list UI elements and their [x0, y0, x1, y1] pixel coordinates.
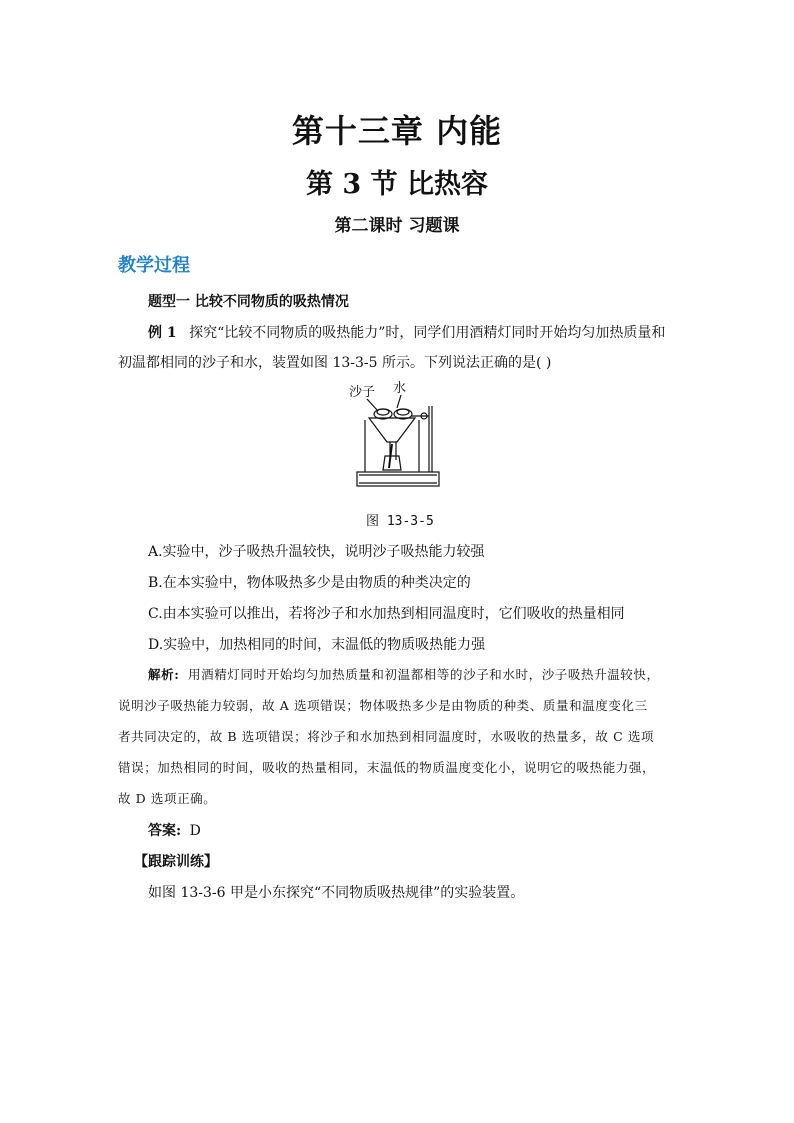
chapter-title: 第十三章 内能 — [291, 112, 503, 150]
example-text-1: 探究“比较不同物质的吸热能力”时，同学们用酒精灯同时开始均匀加热质量和 — [189, 325, 666, 341]
option-d: D.实验中，加热相同的时间，末温低的物质吸热能力强 — [148, 637, 486, 653]
lesson-subtitle: 第二课时 习题课 — [334, 216, 460, 236]
figure-caption: 图 13-3-5 — [366, 514, 434, 529]
option-a: A.实验中，沙子吸热升温较快，说明沙子吸热能力较强 — [148, 544, 485, 560]
answer-value: D — [189, 823, 201, 839]
answer-line — [148, 820, 201, 840]
apparatus-drawing — [357, 395, 439, 486]
example-label: 例 1 — [148, 325, 177, 341]
option-c: C.由本实验可以推出，若将沙子和水加热到相同温度时，它们吸收的热量相同 — [148, 606, 625, 622]
example-line-1 — [148, 322, 665, 342]
section-title: 第 3 节 比热容 — [306, 169, 488, 200]
analysis-line-2: 说明沙子吸热能力较弱，故 A 选项错误；物体吸热多少是由物质的种类、质量和温度变化三 — [118, 698, 648, 713]
answer-label: 答案: — [148, 823, 182, 839]
question-type-heading: 题型一 比较不同物质的吸热情况 — [148, 294, 349, 310]
analysis-line-4: 错误；加热相同的时间，吸收的热量相同，末温低的物质温度变化小，说明它的吸热能力强， — [118, 760, 656, 775]
example-line-2: 初温都相同的沙子和水，装置如图 13-3-5 所示。下列说法正确的是( ) — [118, 355, 552, 371]
follow-training-heading: 【跟踪训练】 — [134, 854, 218, 870]
analysis-label: 解析: — [148, 667, 180, 682]
figure-label-water: 水 — [393, 381, 407, 396]
teaching-process-heading: 教学过程 — [118, 255, 190, 276]
analysis-line-3: 者共同决定的，故 B 选项错误；将沙子和水加热到相同温度时，水吸收的热量多，故 C 选项 — [118, 729, 655, 744]
figure-label-sand: 沙子 — [349, 385, 376, 400]
experiment-figure — [345, 376, 445, 492]
analysis-text-1: 用酒精灯同时开始均匀加热质量和初温都相等的沙子和水时，沙子吸热升温较快， — [188, 667, 660, 682]
analysis-line-1 — [148, 665, 660, 683]
analysis-line-5: 故 D 选项正确。 — [118, 791, 217, 806]
option-b: B.在本实验中，物体吸热多少是由物质的种类决定的 — [148, 575, 471, 591]
follow-training-text: 如图 13-3-6 甲是小东探究“不同物质吸热规律”的实验装置。 — [148, 885, 525, 901]
